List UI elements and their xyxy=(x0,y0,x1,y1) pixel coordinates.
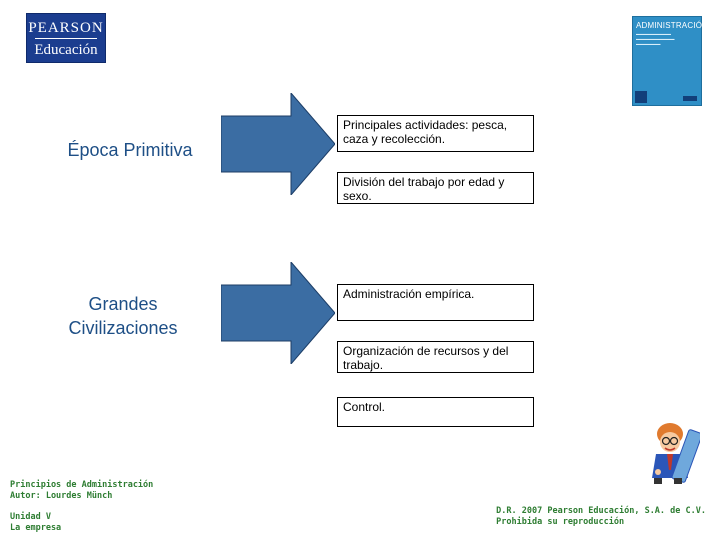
logo-line1: PEARSON xyxy=(28,20,104,36)
arrow-right-icon-1 xyxy=(221,93,335,195)
book-subtitle-lines: ▬▬▬▬▬▬▬▬▬▬ ▬▬▬▬▬▬▬▬▬▬▬ ▬▬▬▬▬▬▬ xyxy=(636,32,675,46)
footer-unit-title: La empresa xyxy=(10,523,62,533)
logo-divider xyxy=(35,38,97,39)
footer-copyright xyxy=(496,506,706,528)
book-publisher-mark xyxy=(635,91,647,103)
footer-copyright-line2: Prohibida su reproducción xyxy=(496,517,625,527)
footer-unit-info xyxy=(10,512,61,534)
book-publisher-tag xyxy=(683,96,697,101)
era-label-civilizations-line2: Civilizaciones xyxy=(68,318,178,338)
era-label-civilizations-line1: Grandes xyxy=(88,294,158,314)
book-title: ADMINISTRACIÓN xyxy=(636,21,709,30)
book-cover-image xyxy=(632,16,709,106)
activity-box-empirical-admin: Administración empírica. xyxy=(337,284,534,321)
activity-box-fishing-hunting: Principales actividades: pesca, caza y recolección. xyxy=(337,115,534,152)
era-label-civilizations xyxy=(40,292,206,340)
footer-book-title: Principios de Administración xyxy=(10,480,154,490)
footer-author: Autor: Lourdes Münch xyxy=(10,491,113,501)
footer-copyright-line1: D.R. 2007 Pearson Educación, S.A. de C.V. xyxy=(496,506,706,516)
activity-box-control: Control. xyxy=(337,397,534,427)
teacher-mascot-icon xyxy=(644,420,700,486)
arrow-right-icon-2 xyxy=(221,262,335,364)
logo-line2: Educación xyxy=(34,42,98,58)
pearson-logo xyxy=(26,13,106,63)
footer-book-info xyxy=(10,480,153,502)
activity-box-resource-organization: Organización de recursos y del trabajo. xyxy=(337,341,534,373)
era-label-primitive: Época Primitiva xyxy=(67,140,193,160)
footer-unit: Unidad V xyxy=(10,512,51,522)
activity-box-division-of-labor: División del trabajo por edad y sexo. xyxy=(337,172,534,204)
